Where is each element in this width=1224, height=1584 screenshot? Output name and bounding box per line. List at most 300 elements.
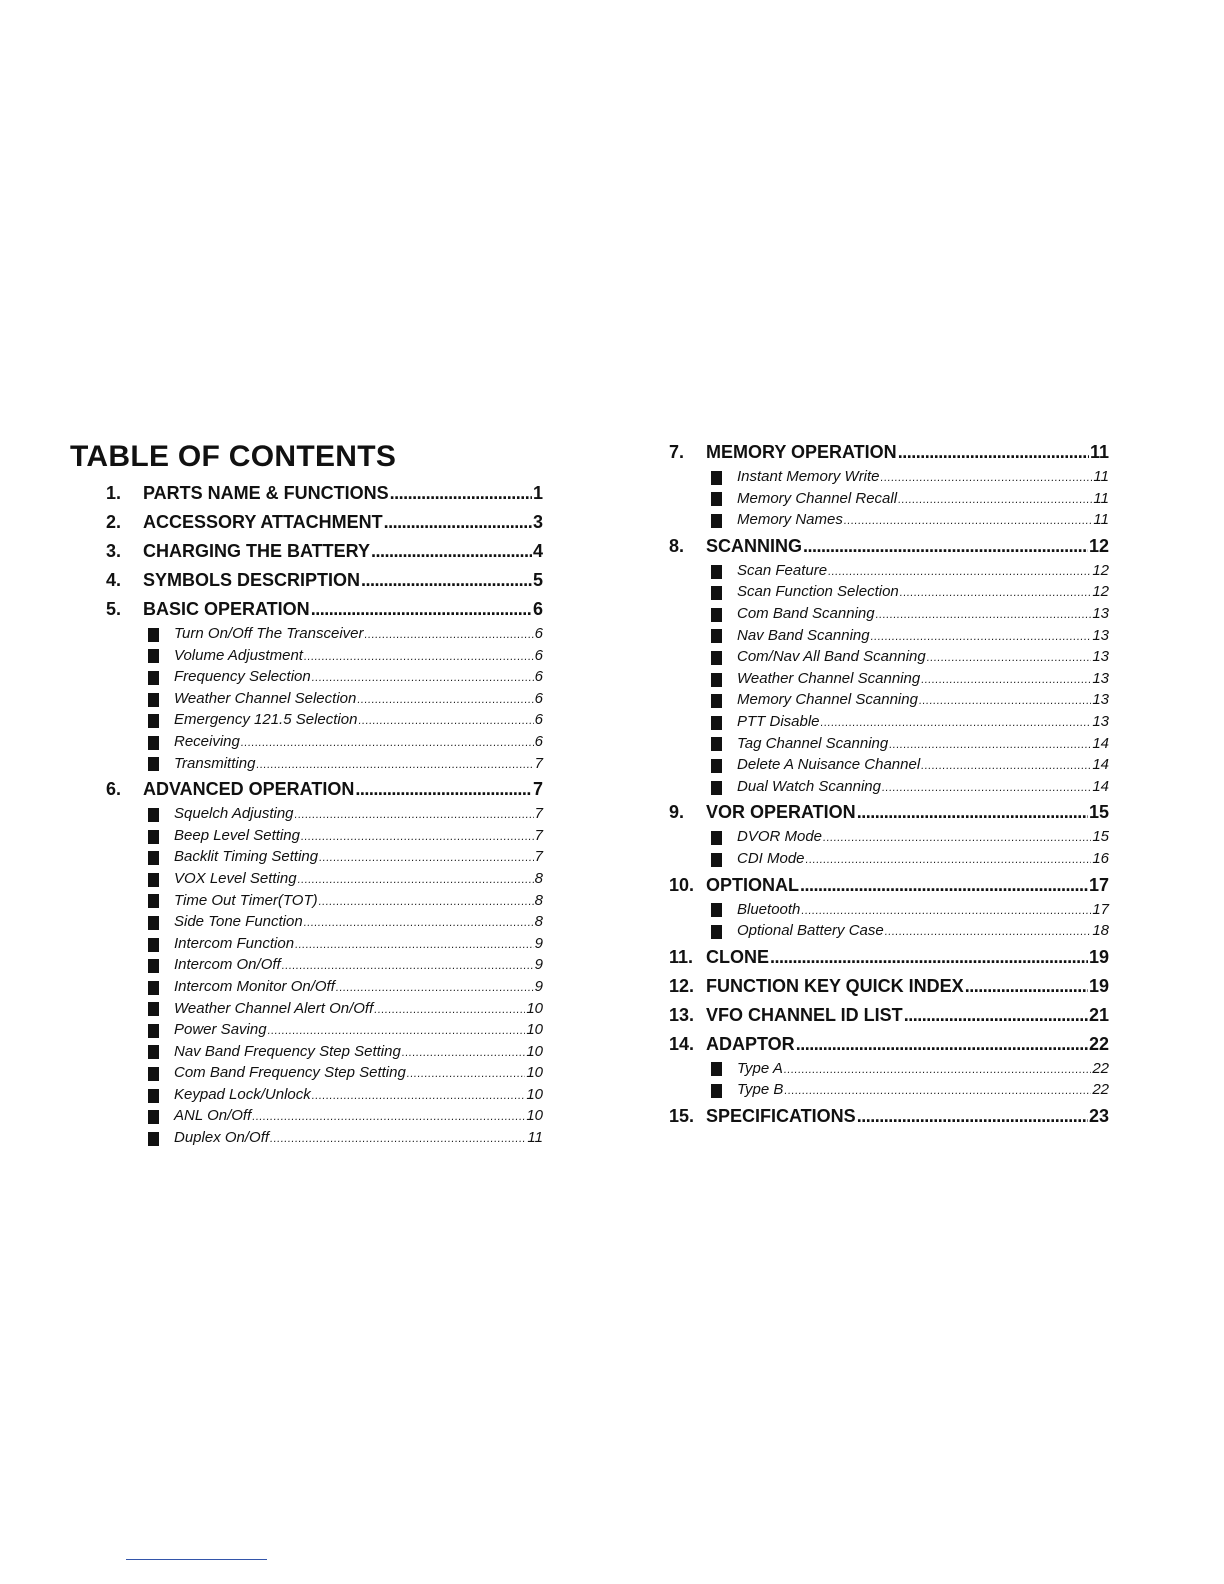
subitem-page-number: 10 bbox=[526, 999, 543, 1017]
square-bullet-icon bbox=[148, 671, 159, 685]
toc-subitem[interactable] bbox=[669, 647, 1109, 669]
subitem-title: Delete A Nuisance Channel bbox=[737, 756, 921, 774]
toc-subitem[interactable] bbox=[106, 955, 543, 977]
toc-subitem[interactable] bbox=[106, 1042, 543, 1064]
subitem-leader bbox=[737, 712, 1109, 734]
dot-leader bbox=[301, 827, 534, 848]
section-leader bbox=[143, 537, 543, 566]
subitem-title: Tag Channel Scanning bbox=[737, 734, 889, 752]
subitem-title: Emergency 121.5 Selection bbox=[174, 711, 358, 729]
square-bullet-icon bbox=[148, 1110, 159, 1124]
subitem-title: Squelch Adjusting bbox=[174, 805, 294, 823]
dot-leader bbox=[857, 798, 1088, 827]
subitem-page-number: 6 bbox=[534, 732, 543, 750]
toc-subitem[interactable] bbox=[669, 669, 1109, 691]
toc-subitem[interactable] bbox=[106, 1063, 543, 1085]
toc-section[interactable] bbox=[669, 1102, 1109, 1131]
dot-leader bbox=[919, 691, 1091, 712]
section-number: 12. bbox=[669, 975, 695, 996]
section-title: CHARGING THE BATTERY bbox=[143, 541, 370, 561]
subitem-title: Keypad Lock/Unlock bbox=[174, 1085, 311, 1103]
subitem-title: Memory Channel Recall bbox=[737, 489, 898, 507]
section-number: 4. bbox=[106, 570, 122, 590]
section-leader bbox=[706, 1102, 1109, 1131]
toc-section[interactable] bbox=[669, 943, 1109, 972]
subitem-title: Com Band Frequency Step Setting bbox=[174, 1064, 406, 1082]
toc-subitem[interactable] bbox=[106, 1106, 543, 1128]
subitem-leader bbox=[174, 826, 543, 848]
square-bullet-icon bbox=[148, 959, 159, 973]
subitem-page-number: 14 bbox=[1092, 777, 1109, 795]
dot-leader bbox=[270, 1129, 526, 1150]
subitem-leader bbox=[737, 755, 1109, 777]
section-leader bbox=[143, 566, 543, 595]
subitem-page-number: 11 bbox=[1093, 511, 1109, 529]
dot-leader bbox=[904, 1001, 1088, 1030]
toc-subitem[interactable] bbox=[106, 1128, 543, 1150]
subitem-title: Com/Nav All Band Scanning bbox=[737, 648, 926, 666]
square-bullet-icon bbox=[711, 759, 722, 773]
square-bullet-icon bbox=[148, 894, 159, 908]
subitem-title: PTT Disable bbox=[737, 712, 820, 730]
subitem-title: Time Out Timer(TOT) bbox=[174, 891, 318, 909]
section-title: ADVANCED OPERATION bbox=[143, 779, 355, 800]
square-bullet-icon bbox=[148, 830, 159, 844]
subitem-page-number: 7 bbox=[534, 848, 543, 866]
section-number: 3. bbox=[106, 541, 122, 561]
square-bullet-icon bbox=[711, 586, 722, 600]
subitem-page-number: 6 bbox=[534, 689, 543, 707]
dot-leader bbox=[885, 922, 1092, 943]
subitem-page-number: 13 bbox=[1092, 669, 1109, 687]
subitem-title: Intercom On/Off bbox=[174, 956, 281, 974]
dot-leader bbox=[965, 972, 1088, 1001]
toc-section[interactable] bbox=[669, 871, 1109, 900]
section-title: CLONE bbox=[706, 946, 769, 967]
section-page-number: 17 bbox=[1088, 874, 1109, 895]
dot-leader bbox=[319, 848, 534, 869]
subitem-leader bbox=[737, 777, 1109, 799]
dot-leader bbox=[361, 566, 532, 595]
subitem-title: Receiving bbox=[174, 732, 240, 750]
subitem-leader bbox=[174, 1042, 543, 1064]
section-title: VOR OPERATION bbox=[706, 802, 856, 823]
section-number: 14. bbox=[669, 1033, 695, 1054]
subitem-page-number: 17 bbox=[1092, 900, 1109, 918]
subitem-leader bbox=[174, 1106, 543, 1128]
section-page-number: 4 bbox=[532, 541, 543, 561]
toc-section[interactable] bbox=[106, 537, 543, 566]
dot-leader bbox=[844, 511, 1093, 532]
section-title: FUNCTION KEY QUICK INDEX bbox=[706, 975, 964, 996]
dot-leader bbox=[358, 711, 533, 732]
toc-subitem[interactable] bbox=[106, 754, 543, 776]
subitem-leader bbox=[737, 582, 1109, 604]
section-leader bbox=[143, 479, 543, 508]
dot-leader bbox=[312, 1086, 526, 1107]
square-bullet-icon bbox=[148, 851, 159, 865]
dot-leader bbox=[898, 490, 1092, 511]
toc-subitem[interactable] bbox=[669, 626, 1109, 648]
toc-section[interactable] bbox=[106, 479, 543, 508]
subitem-title: Frequency Selection bbox=[174, 668, 311, 686]
toc-subitem[interactable] bbox=[106, 999, 543, 1021]
subitem-leader bbox=[737, 827, 1109, 849]
toc-subitem[interactable] bbox=[669, 1059, 1109, 1081]
subitem-page-number: 14 bbox=[1092, 734, 1109, 752]
page-title: TABLE OF CONTENTS bbox=[70, 440, 397, 473]
subitem-title: Scan Feature bbox=[737, 561, 828, 579]
dot-leader bbox=[921, 756, 1091, 777]
toc-subitem[interactable] bbox=[106, 710, 543, 732]
section-page-number: 19 bbox=[1088, 975, 1109, 996]
square-bullet-icon bbox=[148, 916, 159, 930]
section-page-number: 3 bbox=[532, 512, 543, 532]
subitem-page-number: 8 bbox=[534, 869, 543, 887]
section-title: MEMORY OPERATION bbox=[706, 442, 897, 462]
subitem-leader bbox=[737, 921, 1109, 943]
subitem-title: DVOR Mode bbox=[737, 828, 823, 846]
toc-subitem[interactable] bbox=[669, 561, 1109, 583]
section-leader bbox=[706, 532, 1109, 561]
dot-leader bbox=[900, 583, 1092, 604]
dot-leader bbox=[268, 1021, 526, 1042]
subitem-page-number: 13 bbox=[1092, 604, 1109, 622]
toc-subitem[interactable] bbox=[669, 1080, 1109, 1102]
section-page-number: 7 bbox=[532, 779, 543, 800]
subitem-title: Volume Adjustment bbox=[174, 646, 303, 664]
square-bullet-icon bbox=[711, 1062, 722, 1076]
subitem-leader bbox=[737, 510, 1109, 532]
subitem-leader bbox=[737, 604, 1109, 626]
subitem-title: Instant Memory Write bbox=[737, 468, 880, 485]
dot-leader bbox=[357, 690, 533, 711]
toc-section[interactable] bbox=[669, 438, 1109, 467]
section-page-number: 11 bbox=[1089, 442, 1109, 462]
subitem-leader bbox=[174, 732, 543, 754]
subitem-page-number: 7 bbox=[534, 754, 543, 772]
square-bullet-icon bbox=[148, 1024, 159, 1038]
dot-leader bbox=[336, 978, 534, 999]
section-number: 9. bbox=[669, 802, 685, 823]
section-page-number: 6 bbox=[532, 599, 543, 619]
square-bullet-icon bbox=[148, 1067, 159, 1081]
dot-leader bbox=[806, 850, 1092, 871]
square-bullet-icon bbox=[711, 1084, 722, 1098]
subitem-page-number: 13 bbox=[1092, 626, 1109, 644]
subitem-page-number: 7 bbox=[534, 805, 543, 823]
dot-leader bbox=[801, 901, 1091, 922]
subitem-title: Intercom Function bbox=[174, 934, 295, 952]
section-page-number: 19 bbox=[1088, 946, 1109, 967]
subitem-leader bbox=[174, 869, 543, 891]
subitem-title: Turn On/Off The Transceiver bbox=[174, 625, 364, 642]
toc-subitem[interactable] bbox=[106, 1020, 543, 1042]
dot-leader bbox=[304, 647, 534, 668]
toc-subitem[interactable] bbox=[106, 847, 543, 869]
toc-subitem[interactable] bbox=[669, 510, 1109, 532]
toc-subitem[interactable] bbox=[669, 467, 1109, 489]
toc-subitem[interactable] bbox=[106, 826, 543, 848]
dot-leader bbox=[390, 479, 532, 508]
dot-leader bbox=[784, 1060, 1091, 1081]
dot-leader bbox=[828, 562, 1091, 583]
square-bullet-icon bbox=[711, 716, 722, 730]
toc-subitem[interactable] bbox=[106, 977, 543, 999]
subitem-title: Backlit Timing Setting bbox=[174, 848, 319, 866]
subitem-page-number: 6 bbox=[534, 646, 543, 664]
subitem-title: Type B bbox=[737, 1081, 784, 1099]
square-bullet-icon bbox=[148, 873, 159, 887]
toc-subitem[interactable] bbox=[106, 624, 543, 646]
square-bullet-icon bbox=[148, 981, 159, 995]
square-bullet-icon bbox=[711, 853, 722, 867]
dot-leader bbox=[371, 537, 532, 566]
section-page-number: 21 bbox=[1088, 1004, 1109, 1025]
toc-section[interactable] bbox=[106, 508, 543, 537]
section-number: 11. bbox=[669, 946, 694, 967]
section-leader bbox=[706, 798, 1109, 827]
toc-subitem[interactable] bbox=[669, 712, 1109, 734]
dot-leader bbox=[881, 468, 1093, 489]
toc-section[interactable] bbox=[106, 566, 543, 595]
dot-leader bbox=[889, 735, 1091, 756]
toc-section[interactable] bbox=[669, 798, 1109, 827]
toc-subitem[interactable] bbox=[669, 734, 1109, 756]
subitem-page-number: 13 bbox=[1092, 691, 1109, 709]
square-bullet-icon bbox=[148, 714, 159, 728]
subitem-leader bbox=[174, 1128, 543, 1150]
subitem-page-number: 9 bbox=[534, 934, 543, 952]
toc-section[interactable] bbox=[669, 972, 1109, 1001]
toc-subitem[interactable] bbox=[106, 689, 543, 711]
toc-subitem[interactable] bbox=[106, 804, 543, 826]
subitem-leader bbox=[174, 977, 543, 999]
toc-subitem[interactable] bbox=[106, 667, 543, 689]
subitem-page-number: 8 bbox=[534, 891, 543, 909]
subitem-leader bbox=[737, 467, 1109, 489]
subitem-title: Scan Function Selection bbox=[737, 583, 899, 601]
subitem-page-number: 13 bbox=[1092, 648, 1109, 666]
subitem-page-number: 14 bbox=[1092, 756, 1109, 774]
subitem-page-number: 12 bbox=[1092, 561, 1109, 579]
dot-leader bbox=[921, 670, 1091, 691]
subitem-page-number: 11 bbox=[1093, 468, 1109, 485]
toc-section[interactable] bbox=[106, 775, 543, 804]
section-page-number: 23 bbox=[1088, 1105, 1109, 1126]
section-page-number: 5 bbox=[532, 570, 543, 590]
square-bullet-icon bbox=[148, 736, 159, 750]
dot-leader bbox=[770, 943, 1088, 972]
dot-leader bbox=[312, 668, 534, 689]
subitem-title: Bluetooth bbox=[737, 900, 801, 918]
section-number: 7. bbox=[669, 442, 685, 462]
toc-left-column bbox=[106, 479, 543, 1150]
subitem-page-number: 22 bbox=[1092, 1059, 1109, 1077]
subitem-page-number: 10 bbox=[526, 1085, 543, 1103]
dot-leader bbox=[882, 778, 1091, 799]
subitem-leader bbox=[737, 626, 1109, 648]
subitem-page-number: 10 bbox=[526, 1021, 543, 1039]
section-title: PARTS NAME & FUNCTIONS bbox=[143, 483, 389, 503]
subitem-title: Memory Channel Scanning bbox=[737, 691, 918, 709]
square-bullet-icon bbox=[711, 903, 722, 917]
toc-subitem[interactable] bbox=[106, 869, 543, 891]
square-bullet-icon bbox=[711, 471, 722, 485]
section-number: 8. bbox=[669, 535, 685, 556]
toc-section[interactable] bbox=[669, 1001, 1109, 1030]
dot-leader bbox=[282, 956, 534, 977]
section-leader bbox=[706, 1030, 1109, 1059]
section-leader bbox=[143, 508, 543, 537]
subitem-leader bbox=[174, 667, 543, 689]
dot-leader bbox=[295, 935, 534, 956]
dot-leader bbox=[823, 828, 1091, 849]
toc-subitem[interactable] bbox=[669, 489, 1109, 511]
section-number: 13. bbox=[669, 1004, 695, 1025]
subitem-leader bbox=[737, 1059, 1109, 1081]
dot-leader bbox=[927, 648, 1092, 669]
toc-subitem[interactable] bbox=[669, 690, 1109, 712]
toc-subitem[interactable] bbox=[669, 582, 1109, 604]
subitem-leader bbox=[737, 561, 1109, 583]
section-leader bbox=[706, 1001, 1109, 1030]
toc-subitem[interactable] bbox=[669, 827, 1109, 849]
subitem-leader bbox=[737, 647, 1109, 669]
toc-subitem[interactable] bbox=[106, 912, 543, 934]
dot-leader bbox=[857, 1102, 1088, 1131]
toc-subitem[interactable] bbox=[106, 732, 543, 754]
square-bullet-icon bbox=[711, 608, 722, 622]
dot-leader bbox=[384, 508, 532, 537]
subitem-page-number: 7 bbox=[534, 826, 543, 844]
section-number: 10. bbox=[669, 874, 695, 895]
subitem-title: Duplex On/Off bbox=[174, 1129, 270, 1147]
subitem-page-number: 9 bbox=[534, 956, 543, 974]
section-leader bbox=[706, 438, 1109, 467]
subitem-leader bbox=[174, 955, 543, 977]
toc-subitem[interactable] bbox=[669, 755, 1109, 777]
section-title: BASIC OPERATION bbox=[143, 599, 310, 619]
subitem-title: Memory Names bbox=[737, 511, 843, 529]
subitem-page-number: 10 bbox=[526, 1064, 543, 1082]
subitem-page-number: 10 bbox=[526, 1042, 543, 1060]
square-bullet-icon bbox=[711, 781, 722, 795]
subitem-leader bbox=[174, 891, 543, 913]
subitem-leader bbox=[174, 754, 543, 776]
toc-section[interactable] bbox=[106, 595, 543, 624]
square-bullet-icon bbox=[148, 757, 159, 771]
square-bullet-icon bbox=[148, 649, 159, 663]
subitem-leader bbox=[174, 646, 543, 668]
toc-subitem[interactable] bbox=[669, 849, 1109, 871]
section-title: ADAPTOR bbox=[706, 1033, 795, 1054]
subitem-page-number: 10 bbox=[526, 1107, 543, 1125]
section-number: 15. bbox=[669, 1105, 695, 1126]
section-leader bbox=[706, 943, 1109, 972]
section-leader bbox=[143, 775, 543, 804]
subitem-title: Weather Channel Scanning bbox=[737, 669, 921, 687]
section-number: 1. bbox=[106, 483, 122, 503]
square-bullet-icon bbox=[711, 565, 722, 579]
subitem-title: Weather Channel Selection bbox=[174, 689, 357, 707]
square-bullet-icon bbox=[148, 1045, 159, 1059]
toc-subitem[interactable] bbox=[669, 777, 1109, 799]
subitem-leader bbox=[737, 669, 1109, 691]
subitem-page-number: 6 bbox=[534, 625, 543, 642]
subitem-leader bbox=[737, 849, 1109, 871]
subitem-page-number: 16 bbox=[1092, 849, 1109, 867]
subitem-page-number: 15 bbox=[1092, 828, 1109, 846]
section-leader bbox=[706, 972, 1109, 1001]
dot-leader bbox=[256, 755, 533, 776]
subitem-page-number: 9 bbox=[534, 977, 543, 995]
toc-subitem[interactable] bbox=[669, 900, 1109, 922]
square-bullet-icon bbox=[148, 628, 159, 642]
subitem-page-number: 22 bbox=[1092, 1081, 1109, 1099]
toc-subitem[interactable] bbox=[669, 604, 1109, 626]
subitem-leader bbox=[174, 804, 543, 826]
square-bullet-icon bbox=[711, 694, 722, 708]
section-leader bbox=[706, 871, 1109, 900]
subitem-page-number: 13 bbox=[1092, 712, 1109, 730]
subitem-page-number: 11 bbox=[1093, 489, 1109, 507]
subitem-leader bbox=[737, 734, 1109, 756]
subitem-leader bbox=[174, 710, 543, 732]
square-bullet-icon bbox=[711, 925, 722, 939]
dot-leader bbox=[295, 805, 534, 826]
subitem-leader bbox=[174, 1063, 543, 1085]
toc-subitem[interactable] bbox=[669, 921, 1109, 943]
toc-subitem[interactable] bbox=[106, 646, 543, 668]
toc-subitem[interactable] bbox=[106, 934, 543, 956]
subitem-leader bbox=[174, 934, 543, 956]
dot-leader bbox=[365, 625, 534, 646]
toc-section[interactable] bbox=[669, 532, 1109, 561]
toc-subitem[interactable] bbox=[106, 1085, 543, 1107]
dot-leader bbox=[876, 605, 1092, 626]
section-title: SCANNING bbox=[706, 535, 803, 556]
subitem-leader bbox=[174, 912, 543, 934]
subitem-title: Weather Channel Alert On/Off bbox=[174, 999, 374, 1017]
dot-leader bbox=[800, 871, 1088, 900]
subitem-title: ANL On/Off bbox=[174, 1107, 252, 1125]
subitem-leader bbox=[737, 690, 1109, 712]
square-bullet-icon bbox=[148, 1089, 159, 1103]
dot-leader bbox=[319, 892, 534, 913]
subitem-leader bbox=[174, 1020, 543, 1042]
dot-leader bbox=[304, 913, 534, 934]
subitem-title: Beep Level Setting bbox=[174, 826, 300, 844]
toc-right-column bbox=[669, 438, 1109, 1131]
square-bullet-icon bbox=[148, 1132, 159, 1146]
dot-leader bbox=[241, 733, 534, 754]
section-number: 5. bbox=[106, 599, 122, 619]
dot-leader bbox=[407, 1064, 526, 1085]
square-bullet-icon bbox=[148, 693, 159, 707]
square-bullet-icon bbox=[711, 737, 722, 751]
dot-leader bbox=[784, 1081, 1091, 1102]
toc-section[interactable] bbox=[669, 1030, 1109, 1059]
dot-leader bbox=[298, 870, 534, 891]
toc-subitem[interactable] bbox=[106, 891, 543, 913]
subitem-page-number: 6 bbox=[534, 668, 543, 686]
subitem-title: Transmitting bbox=[174, 754, 256, 772]
subitem-title: Nav Band Frequency Step Setting bbox=[174, 1042, 401, 1060]
subitem-page-number: 18 bbox=[1092, 922, 1109, 940]
section-number: 2. bbox=[106, 512, 122, 532]
subitem-title: Optional Battery Case bbox=[737, 922, 884, 940]
